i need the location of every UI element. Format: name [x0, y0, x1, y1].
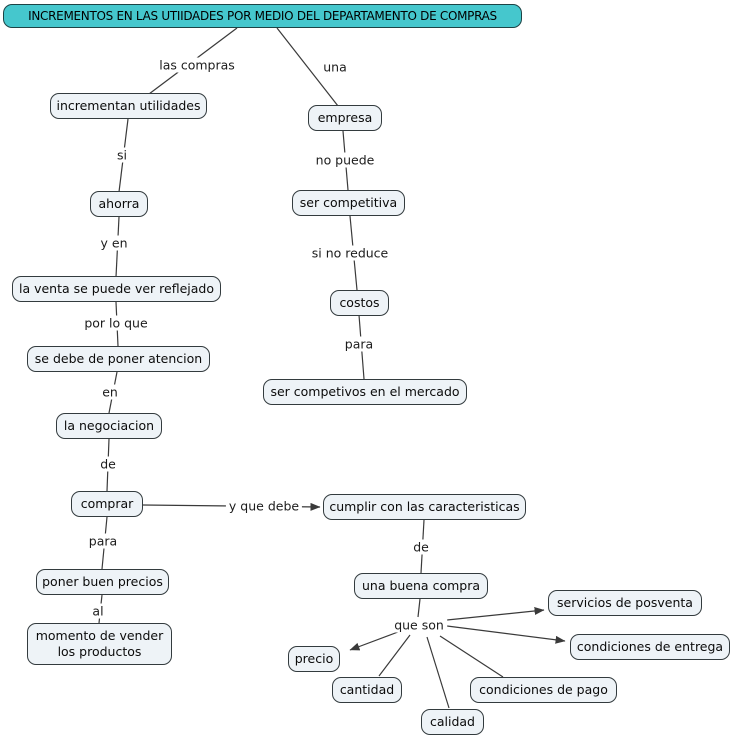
node-poner-atencion[interactable]: se debe de poner atencion [27, 346, 210, 372]
edge-line [440, 636, 503, 677]
linking-phrase[interactable]: y en [98, 236, 131, 251]
linking-phrase[interactable]: de [410, 540, 432, 555]
linking-phrase[interactable]: no puede [313, 153, 378, 168]
linking-phrase[interactable]: si [114, 148, 130, 163]
node-precio[interactable]: precio [288, 646, 340, 672]
node-empresa[interactable]: empresa [308, 105, 382, 131]
linking-phrase[interactable]: una [320, 60, 350, 75]
edge-line-arrow [447, 626, 565, 641]
node-cumplir-caracteristicas[interactable]: cumplir con las caracteristicas [323, 494, 526, 520]
linking-phrase[interactable]: por lo que [81, 316, 150, 331]
node-cantidad[interactable]: cantidad [332, 677, 402, 703]
edge-line-arrow [350, 632, 398, 650]
edge-line [418, 599, 420, 617]
node-ser-competitiva[interactable]: ser competitiva [292, 190, 405, 216]
node-calidad[interactable]: calidad [421, 709, 484, 735]
node-condiciones-pago[interactable]: condiciones de pago [470, 677, 617, 703]
node-incrementan-utilidades[interactable]: incrementan utilidades [50, 93, 207, 119]
node-mercado[interactable]: ser competivos en el mercado [263, 379, 467, 405]
linking-phrase[interactable]: y que debe [226, 499, 302, 514]
linking-phrase[interactable]: si no reduce [309, 246, 391, 261]
map-title[interactable]: INCREMENTOS EN LAS UTIIDADES POR MEDIO DEL DEPARTAMENTO DE COMPRAS [3, 4, 522, 28]
node-servicios-posventa[interactable]: servicios de posventa [548, 590, 702, 616]
linking-phrase[interactable]: que son [391, 618, 447, 633]
node-poner-buen-precios[interactable]: poner buen precios [36, 569, 169, 595]
linking-phrase[interactable]: de [97, 457, 119, 472]
linking-phrase[interactable]: las compras [156, 58, 238, 73]
linking-phrase[interactable]: para [342, 337, 376, 352]
node-venta-reflejado[interactable]: la venta se puede ver reflejado [12, 276, 221, 302]
node-condiciones-entrega[interactable]: condiciones de entrega [570, 634, 730, 660]
edge-line [379, 635, 410, 676]
edge-line-arrow [447, 610, 544, 620]
node-la-negociacion[interactable]: la negociacion [56, 413, 162, 439]
node-ahorra[interactable]: ahorra [90, 191, 148, 217]
node-comprar[interactable]: comprar [71, 491, 143, 517]
edge-line [427, 637, 449, 708]
node-una-buena-compra[interactable]: una buena compra [354, 573, 488, 599]
linking-phrase[interactable]: en [99, 385, 121, 400]
linking-phrase[interactable]: para [86, 534, 120, 549]
node-momento-vender[interactable]: momento de vender los productos [27, 623, 172, 665]
node-costos[interactable]: costos [330, 290, 389, 316]
linking-phrase[interactable]: al [89, 604, 106, 619]
